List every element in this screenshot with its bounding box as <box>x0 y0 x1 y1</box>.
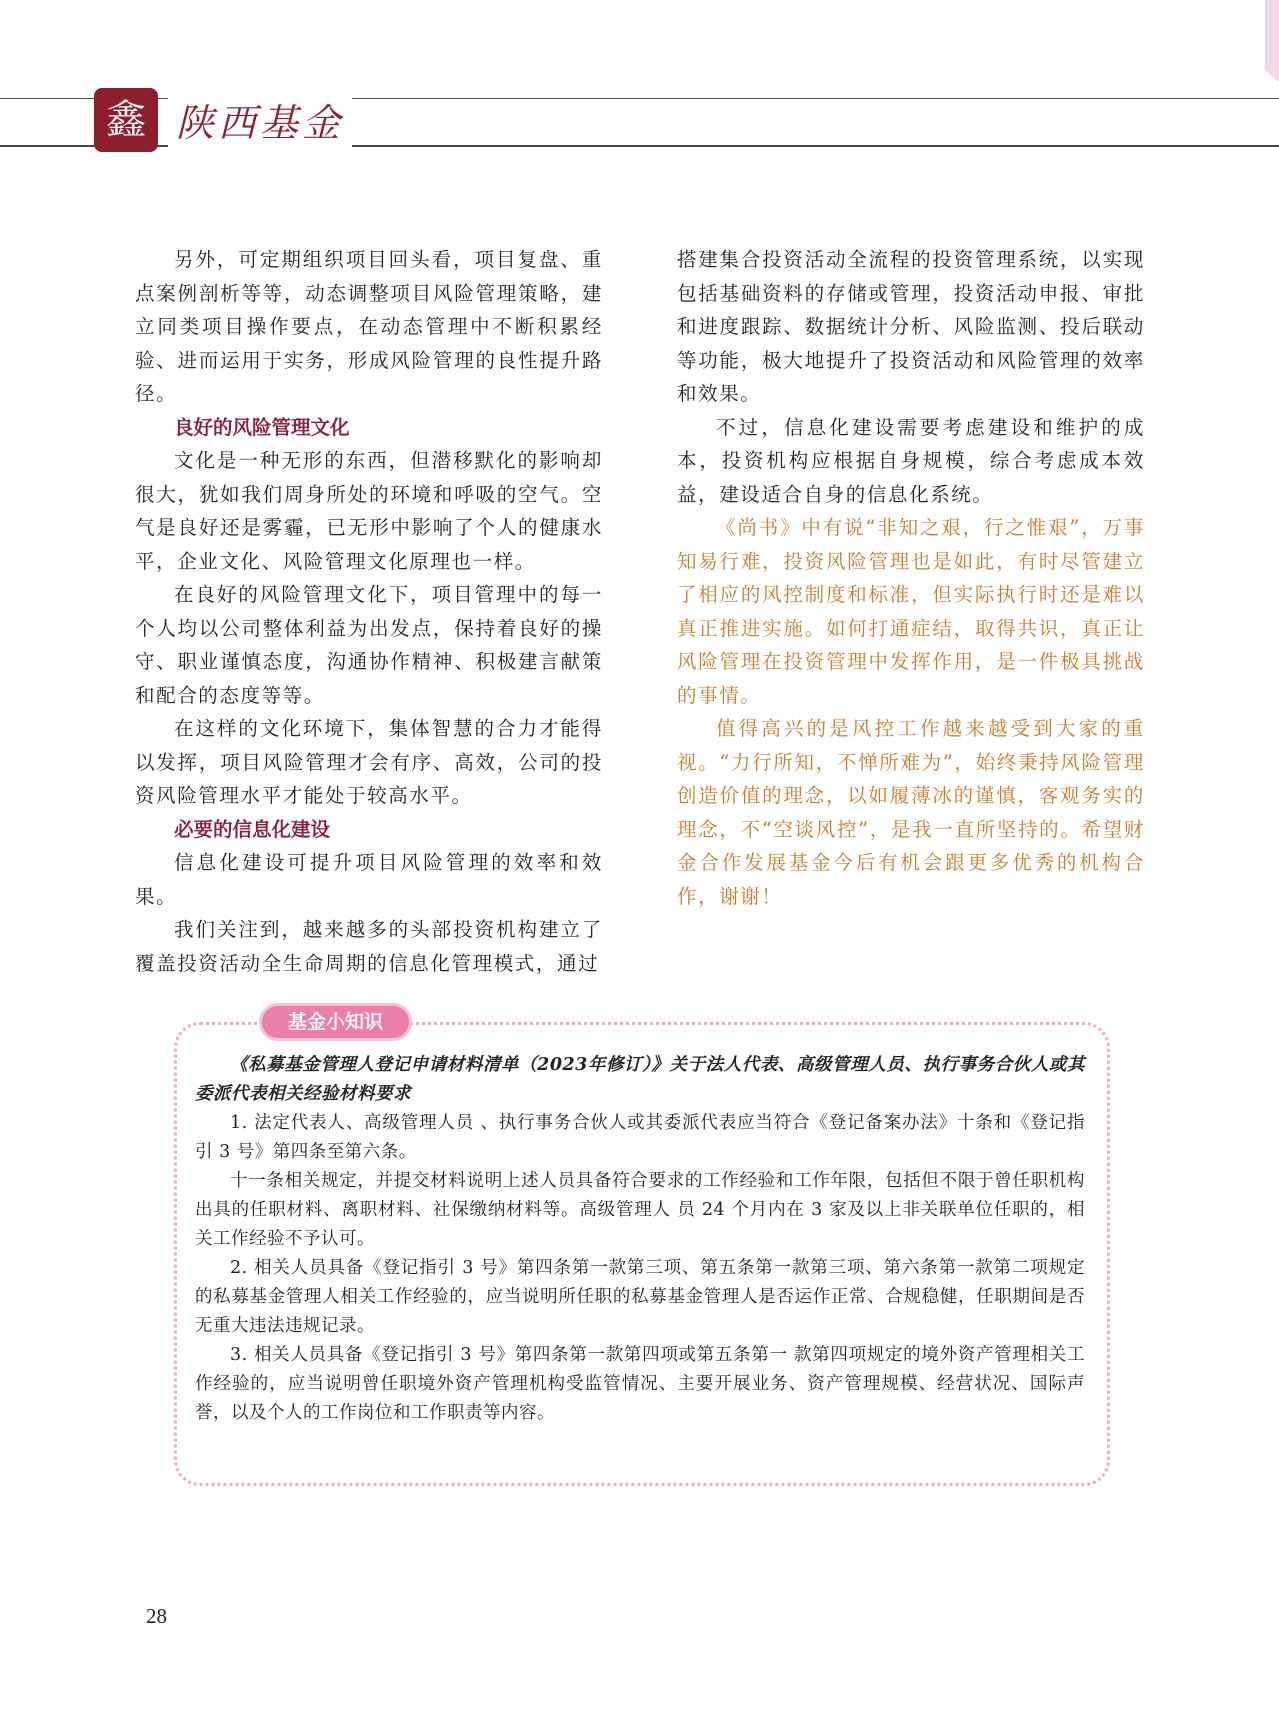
knowledge-item: 3. 相关人员具备《登记指引 3 号》第四条第一款第四项或第五条第一 款第四项规定的境外资产管理相关工作经验的，应当说明曾任职境外资产管理机构受监管情况、主要开展业务、资产管理规模、经营状况、国际声誉，以及个人的工作岗位和工作职责等内容。 <box>195 1345 1085 1423</box>
magazine-logo-seal: 鑫 <box>94 88 158 152</box>
paragraph: 搭建集合投资活动全流程的投资管理系统，以实现包括基础资料的存储或管理，投资活动申报、审批和进度跟踪、数据统计分析、风险监测、投后联动等功能，极大地提升了投资活动和风险管理的效率和效果。 <box>677 248 1145 405</box>
magazine-title: 陕西基金 <box>168 98 352 148</box>
knowledge-title: 《私募基金管理人登记申请材料清单（2023年修订）》关于法人代表、高级管理人员、执行事务合伙人或其委派代表相关经验材料要求 <box>195 1055 1085 1104</box>
fund-knowledge-box <box>174 1022 1110 1486</box>
closing-paragraph: 值得高兴的是风控工作越来越受到大家的重视。“力行所知，不惮所难为”，始终秉持风险管理创造价值的理念，以如履薄冰的谨慎，客观务实的理念，不“空谈风控”，是我一直所坚持的。希望财金合作发展基金今后有机会跟更多优秀的机构合作，谢谢！ <box>677 717 1145 908</box>
fund-knowledge-badge: 基金小知识 <box>262 1006 409 1038</box>
knowledge-item: 1. 法定代表人、高级管理人员 、执行事务合伙人或其委派代表应当符合《登记备案办法》十条和《登记指引 3 号》第四条至第六条。 <box>195 1113 1085 1162</box>
paragraph: 另外，可定期组织项目回头看，项目复盘、重点案例剖析等等，动态调整项目风险管理策略，建立同类项目操作要点，在动态管理中不断积累经验、进而运用于实务，形成风险管理的良性提升路径。 <box>135 248 603 405</box>
quote-paragraph: 《尚书》中有说“非知之艰，行之惟艰”，万事知易行难，投资风险管理也是如此，有时尽管建立了相应的风控制度和标准，但实际执行时还是难以真正推进实施。如何打通症结，取得共识，真正让风险管理在投资管理中发挥作用，是一件极具挑战的事情。 <box>677 516 1145 707</box>
section-heading: 良好的风险管理文化 <box>174 415 350 439</box>
fund-knowledge-content <box>195 1051 1085 1428</box>
paragraph: 我们关注到，越来越多的头部投资机构建立了覆盖投资活动全生命周期的信息化管理模式，通过 <box>135 918 603 975</box>
paragraph: 不过，信息化建设需要考虑建设和维护的成本，投资机构应根据自身规模，综合考虑成本效益，建设适合自身的信息化系统。 <box>677 415 1145 506</box>
paragraph: 在这样的文化环境下，集体智慧的合力才能得以发挥，项目风险管理才会有序、高效，公司的投资风险管理水平才能处于较高水平。 <box>135 717 603 807</box>
section-heading: 必要的信息化建设 <box>174 817 331 841</box>
paragraph: 信息化建设可提升项目风险管理的效率和效果。 <box>135 851 603 908</box>
knowledge-item: 2. 相关人员具备《登记指引 3 号》第四条第一款第三项、第五条第一款第三项、第六条第一款第二项规定的私募基金管理人相关工作经验的，应当说明所任职的私募基金管理人是否运作正常、合规稳健，任职期间是否无重大违法违规记录。 <box>195 1258 1085 1336</box>
paragraph: 文化是一种无形的东西，但潜移默化的影响却很大，犹如我们周身所处的环境和呼吸的空气。空气是良好还是雾霾，已无形中影响了个人的健康水平，企业文化、风险管理文化原理也一样。 <box>135 449 603 573</box>
right-column <box>677 243 1145 913</box>
knowledge-item: 十一条相关规定，并提交材料说明上述人员具备符合要求的工作经验和工作年限，包括但不限于曾任职机构出具的任职材料、离职材料、社保缴纳材料等。高级管理人 员 24 个月内在 3 家及以上非关联单位任职的，相关工作经验不予认可。 <box>195 1171 1085 1249</box>
corner-tab <box>1265 0 1279 82</box>
page-number: 28 <box>146 1604 167 1628</box>
left-column <box>135 243 603 980</box>
paragraph: 在良好的风险管理文化下，项目管理中的每一个人均以公司整体利益为出发点，保持着良好的操守、职业谨慎态度，沟通协作精神、积极建言献策和配合的态度等等。 <box>135 583 603 707</box>
